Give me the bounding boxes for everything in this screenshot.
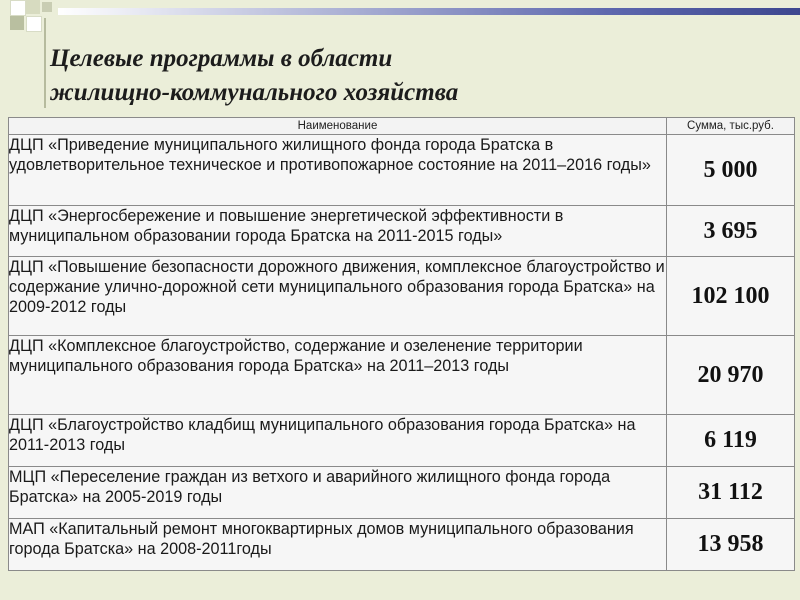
program-sum: 5 000 [667, 135, 795, 206]
table-header-row [9, 118, 795, 135]
program-sum: 13 958 [667, 519, 795, 571]
program-sum: 20 970 [667, 336, 795, 415]
table-row [9, 336, 795, 415]
decor-square [26, 16, 42, 32]
decor-square [10, 0, 26, 16]
program-name: ДЦП «Приведение муниципального жилищного фонда города Братска в удовлетворительное техническое и противопожарное состояние на 2011–2016 годы» [9, 135, 667, 206]
programs-table [8, 117, 795, 571]
program-sum: 6 119 [667, 415, 795, 467]
program-name: МАП «Капитальный ремонт многоквартирных домов муниципального образования города Братска» на 2008-2011годы [9, 519, 667, 571]
page-title-line2: жилищно-коммунального хозяйства [50, 79, 459, 106]
table-row [9, 467, 795, 519]
page-title [50, 42, 770, 110]
table-row [9, 257, 795, 336]
program-name: ДЦП «Энергосбережение и повышение энергетической эффективности в муниципальном образовании города Братска на 2011-2015 годы» [9, 206, 667, 257]
column-header-name: Наименование [9, 118, 667, 135]
program-sum: 102 100 [667, 257, 795, 336]
program-name: ДЦП «Благоустройство кладбищ муниципального образования города Братска» на 2011-2013 годы [9, 415, 667, 467]
page-title-line1: Целевые программы в области [50, 45, 393, 72]
program-name: ДЦП «Комплексное благоустройство, содержание и озеленение территории муниципального образования города Братска» на 2011–2013 годы [9, 336, 667, 415]
decor-vertical-line [44, 18, 46, 108]
program-sum: 3 695 [667, 206, 795, 257]
program-sum: 31 112 [667, 467, 795, 519]
table-row [9, 519, 795, 571]
program-name: ДЦП «Повышение безопасности дорожного движения, комплексное благоустройство и содержание улично-дорожной сети муниципального образования города Братска» на 2009-2012 годы [9, 257, 667, 336]
decor-square [10, 16, 24, 30]
column-header-sum: Сумма, тыс.руб. [667, 118, 795, 135]
header-gradient-bar [58, 8, 800, 15]
decor-square [26, 0, 40, 14]
table-row [9, 206, 795, 257]
program-name: МЦП «Переселение граждан из ветхого и аварийного жилищного фонда города Братска» на 2005-2019 годы [9, 467, 667, 519]
decor-square [42, 2, 52, 12]
table-row [9, 415, 795, 467]
table-row [9, 135, 795, 206]
